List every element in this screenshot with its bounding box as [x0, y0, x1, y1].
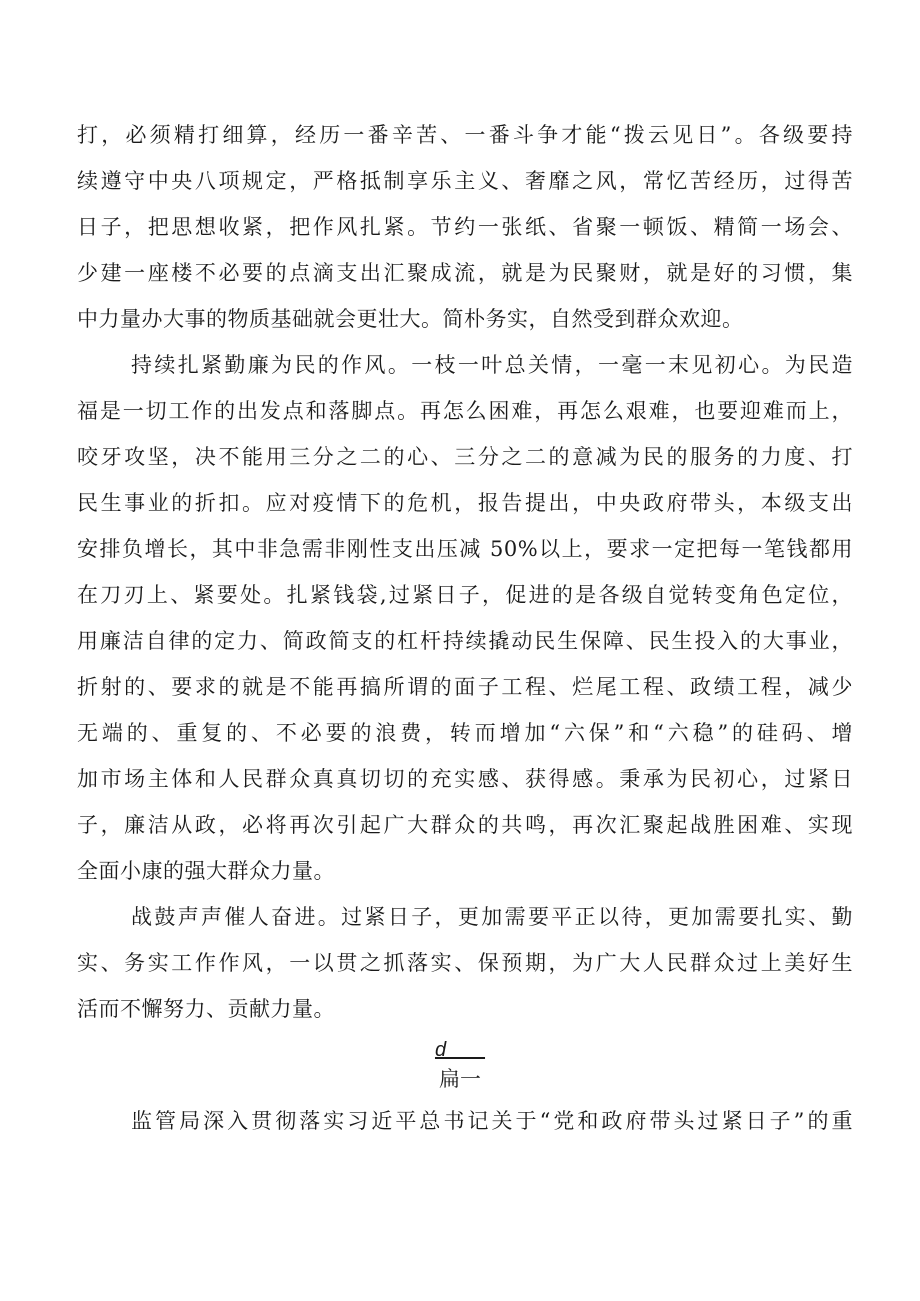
section-title: 扁一	[439, 1067, 481, 1091]
paragraph-3-line-1: 战鼓声声催人奋进。过紧日子，更加需要平正以待，更加需要扎实、勤	[131, 905, 853, 929]
paragraph-2-line-3: 咬牙攻坚，决不能用三分之二的心、三分之二的意减为民的服务的力度、打	[77, 445, 853, 469]
paragraph-2-line-9: 无端的、重复的、不必要的浪费，转而增加“六保”和“六稳”的硅码、增	[77, 721, 853, 745]
separator-mark-text: d ___	[434, 1039, 486, 1061]
paragraph-1-line-1: 打，必须精打细算，经历一番辛苦、一番斗争才能“拨云见日”。各级要持	[77, 123, 853, 147]
paragraph-2-line-7: 用廉洁自律的定力、简政简支的杠杆持续撬动民生保障、民生投入的大事业，	[77, 629, 853, 653]
paragraph-2-line-2: 福是一切工作的出发点和落脚点。再怎么困难，再怎么艰难，也要迎难而上，	[77, 399, 853, 423]
paragraph-2-line-11: 子，廉洁从政，必将再次引起广大群众的共鸣，再次汇聚起战胜困难、实现	[77, 813, 853, 837]
paragraph-2-line-10: 加市场主体和人民群众真真切切的充实感、获得感。秉承为民初心，过紧日	[77, 767, 853, 791]
paragraph-3-line-3: 活而不懈努力、贡献力量。	[77, 997, 335, 1021]
paragraph-2-line-6: 在刀刃上、紧要处。扎紧钱袋,过紧日子，促进的是各级自觉转变角色定位，	[77, 583, 853, 607]
paragraph-2-line-5: 安排负增长，其中非急需非刚性支出压减 50%以上，要求一定把每一笔钱都用	[77, 537, 853, 561]
paragraph-1-line-2: 续遵守中央八项规定，严格抵制享乐主义、奢靡之风，常忆苦经历，过得苦	[77, 169, 853, 193]
paragraph-2-line-4: 民生事业的折扣。应对疫情下的危机，报告提出，中央政府带头，本级支出	[77, 491, 853, 515]
paragraph-1-line-5: 中力量办大事的物质基础就会更壮大。简朴务实，自然受到群众欢迎。	[77, 307, 744, 331]
paragraph-3-line-2: 实、务实工作作风，一以贯之抓落实、保预期，为广大人民群众过上美好生	[77, 951, 853, 975]
paragraph-2-line-1: 持续扎紧勤廉为民的作风。一枝一叶总关情，一毫一末见初心。为民造	[131, 353, 853, 377]
paragraph-2-line-12: 全面小康的强大群众力量。	[77, 859, 335, 883]
paragraph-4-line-1: 监管局深入贯彻落实习近平总书记关于“党和政府带头过紧日子”的重	[131, 1109, 853, 1133]
paragraph-2-line-8: 折射的、要求的就是不能再搞所谓的面子工程、烂尾工程、政绩工程，减少	[77, 675, 853, 699]
paragraph-1-line-4: 少建一座楼不必要的点滴支出汇聚成流，就是为民聚财，就是好的习惯，集	[77, 261, 853, 285]
paragraph-1-line-3: 日子，把思想收紧，把作风扎紧。节约一张纸、省聚一顿饭、精简一场会、	[77, 215, 853, 239]
separator-mark	[0, 1036, 920, 1063]
